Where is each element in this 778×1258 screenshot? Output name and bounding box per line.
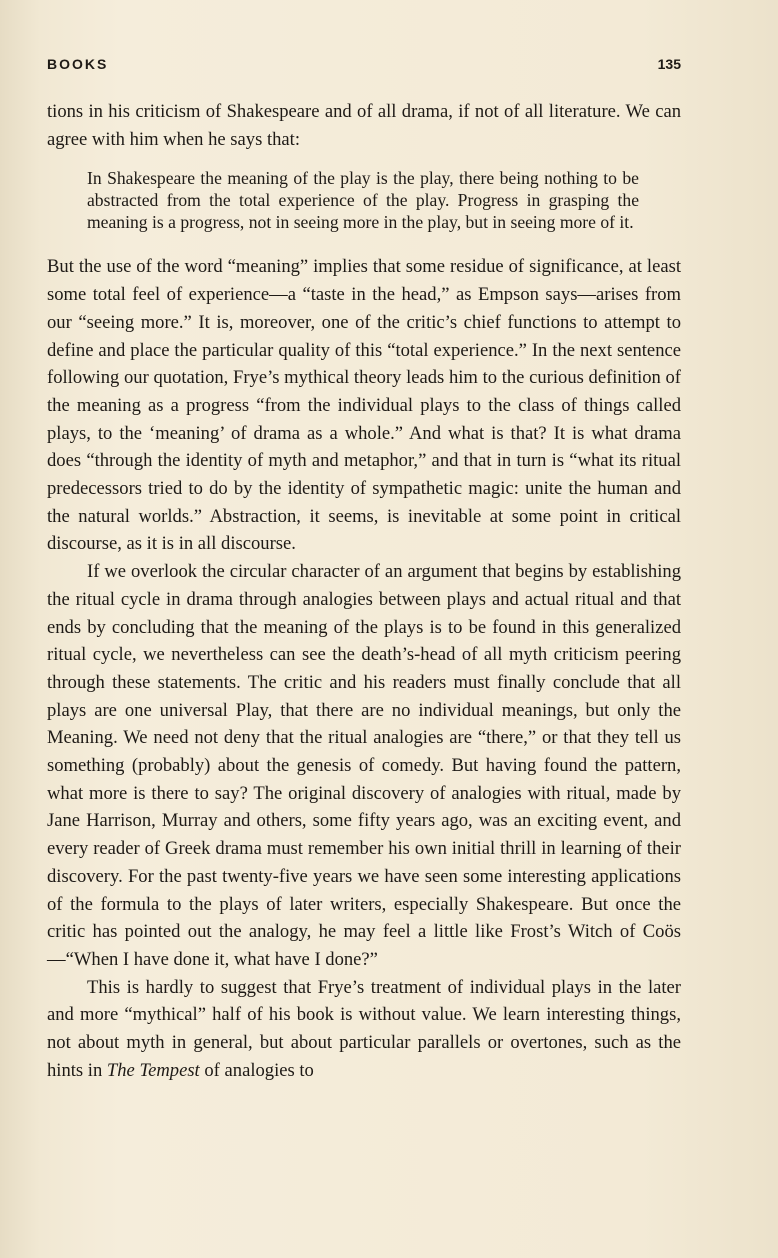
page-header [47,56,681,80]
paragraph: But the use of the word “meaning” implies that some residue of significance, at least some total feel of experience—a “taste in the head,” as Empson says—arises from our “seeing more.” It is, moreover, one of the critic’s chief functions to attempt to define and place the particular quality of this “total experience.” In the next sentence following our quotation, Frye’s mythical theory leads him to the curious definition of the meaning as a progress “from the individual plays to the class of things called plays, to the ‘meaning’ of drama as a whole.” And what is that? It is what drama does “through the identity of myth and metaphor,” and that in turn is “what its ritual predecessors tried to do by the identity of sympathetic magic: unite the human and the natural worlds.” Abstraction, it seems, is inevitable at some point in critical discourse, as it is in all discourse. [47,256,681,555]
page-number: 135 [657,56,681,72]
body-text [47,98,681,1085]
running-head: BOOKS [47,56,109,72]
paragraph-continued: tions in his criticism of Shakespeare and of all drama, if not of all literature. We can agree with him when he says that: [47,101,681,150]
paragraph-text: This is hardly to suggest that Frye’s treatment of individual plays in the later and more “mythical” half of his book is without value. We learn interesting things, not about myth in general, but about particular parallels or overtones, such as the hints in [47,976,681,1081]
paragraph: If we overlook the circular character of an argument that begins by establishing the ritual cycle in drama through analogies between plays and actual ritual and that ends by concluding that the meaning of the plays is to be found in this generalized ritual cycle, we nevertheless can see the death’s-head of all myth criticism peering through these statements. The critic and his readers must finally conclude that all plays are one universal Play, that there are no individual meanings, but only the Meaning. We need not deny that the ritual analogies are “there,” or that they tell us something (probably) about the genesis of comedy. But having found the pattern, what more is there to say? The original discovery of analogies with ritual, made by Jane Harrison, Murray and others, some fifty years ago, was an exciting event, and every reader of Greek drama must remember his own initial thrill in learning of their discovery. For the past twenty-five years we have seen some interesting applications of the formula to the plays of later writers, especially Shakespeare. But once the critic has pointed out the analogy, he may feel a little like Frost’s Witch of Coös—“When I have done it, what have I done?” [47,561,681,970]
block-quote: In Shakespeare the meaning of the play is the play, there being nothing to be abstracted from the total experience of the play. Progress in grasping the meaning is a progress, not in seeing more in the play, but in seeing more of it. [87,168,639,233]
paragraph [47,974,681,1085]
paragraph-text: of analogies to [199,1059,314,1081]
work-title: The Tempest [106,1059,200,1081]
